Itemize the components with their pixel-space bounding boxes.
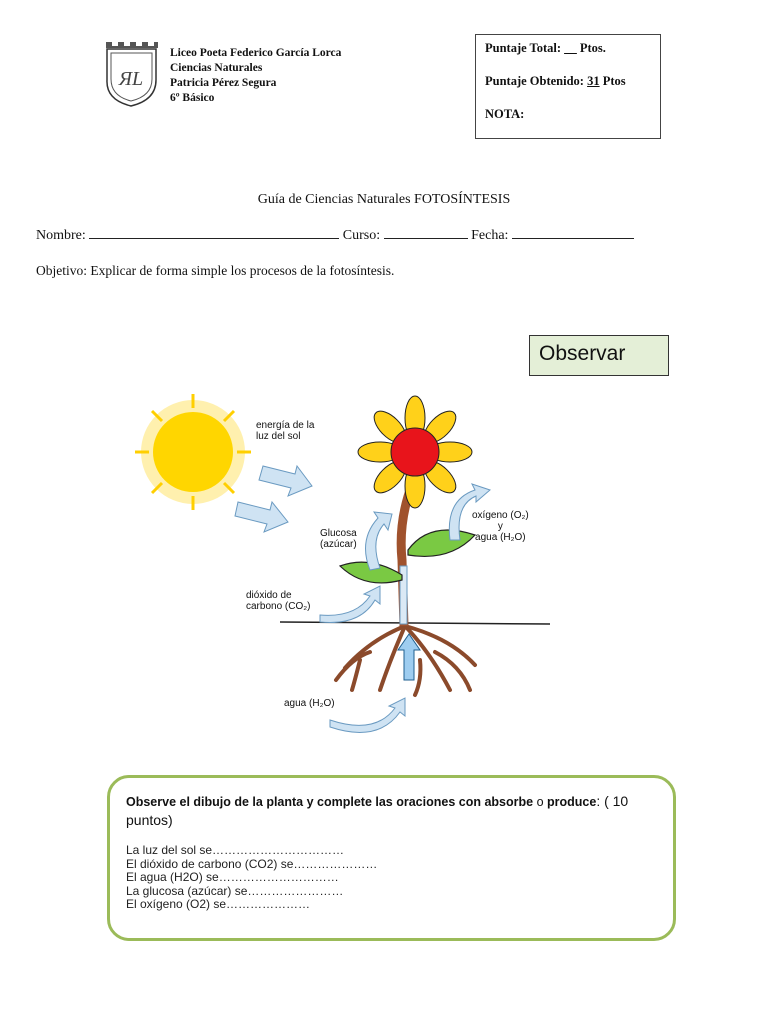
obtained-score-line bbox=[485, 74, 651, 89]
label-dioxido-line1: dióxido de bbox=[246, 590, 292, 601]
total-score-unit: Ptos. bbox=[579, 41, 606, 55]
label-oxigeno bbox=[472, 510, 529, 543]
fecha-field[interactable] bbox=[512, 226, 634, 239]
label-energia-line2: luz del sol bbox=[256, 431, 301, 442]
absorbe-word: absorbe bbox=[484, 795, 534, 809]
student-fields-row bbox=[36, 226, 634, 244]
label-energia-line1: energía de la bbox=[256, 420, 315, 431]
leaf-right-icon bbox=[408, 530, 475, 556]
label-oxigeno-line1: oxígeno (O₂) bbox=[472, 510, 529, 521]
sentence-4[interactable]: La glucosa (azúcar) se…………………… bbox=[126, 883, 344, 898]
photosynthesis-diagram bbox=[130, 390, 550, 750]
objective-text: Objetivo: Explicar de forma simple los procesos de la fotosíntesis. bbox=[36, 263, 395, 278]
grade-level: 6º Básico bbox=[170, 92, 215, 104]
total-score-line bbox=[485, 41, 651, 56]
task-instructions bbox=[126, 792, 657, 830]
plant-illustration bbox=[130, 390, 550, 750]
light-arrows-icon bbox=[235, 466, 312, 532]
nota-line bbox=[485, 107, 651, 122]
o-word: o bbox=[533, 795, 547, 809]
subject: Ciencias Naturales bbox=[170, 62, 263, 74]
nombre-label: Nombre: bbox=[36, 228, 86, 243]
label-dioxido bbox=[246, 590, 310, 612]
page-title: Guía de Ciencias Naturales FOTOSÍNTESIS bbox=[257, 192, 511, 207]
sun-icon bbox=[135, 394, 251, 510]
sentence-5[interactable]: El oxígeno (O2) se………………… bbox=[126, 897, 311, 911]
school-name: Liceo Poeta Federico García Lorca bbox=[170, 47, 342, 59]
label-energia bbox=[256, 420, 314, 442]
sentence-2[interactable]: El dióxido de carbono (CO2) se………………… bbox=[126, 856, 378, 871]
total-score-label: Puntaje Total: bbox=[485, 41, 562, 55]
task-box bbox=[107, 775, 676, 941]
obtained-score-value[interactable]: 31 bbox=[587, 74, 600, 88]
sunflower-icon bbox=[358, 396, 472, 508]
observar-label: Observar bbox=[529, 335, 669, 376]
label-glucosa-line1: Glucosa bbox=[320, 528, 357, 539]
obtained-score-label: Puntaje Obtenido: bbox=[485, 74, 584, 88]
fecha-label: Fecha: bbox=[471, 228, 509, 243]
teacher-name: Patricia Pérez Segura bbox=[170, 77, 277, 89]
nombre-field[interactable] bbox=[89, 226, 339, 239]
label-glucosa-line2: (azúcar) bbox=[320, 539, 357, 550]
school-info bbox=[170, 46, 341, 106]
produce-word: produce bbox=[547, 795, 597, 809]
svg-text:ЯL: ЯL bbox=[118, 68, 144, 90]
label-agua: agua (H₂O) bbox=[284, 698, 335, 709]
label-glucosa bbox=[320, 528, 357, 550]
instr-text: Observe el dibujo de la planta y complete las oraciones con bbox=[126, 795, 485, 809]
curso-label: Curso: bbox=[342, 228, 381, 243]
sentence-3[interactable]: El agua (H2O) se………………………… bbox=[126, 870, 339, 884]
score-box bbox=[475, 34, 661, 139]
points-text: : ( 10 puntos) bbox=[126, 793, 629, 828]
nota-label: NOTA: bbox=[485, 107, 525, 121]
school-crest-logo bbox=[102, 38, 160, 108]
curso-field[interactable] bbox=[384, 226, 468, 239]
total-score-value[interactable]: __ bbox=[564, 41, 577, 55]
label-oxigeno-line3: agua (H₂O) bbox=[475, 532, 526, 543]
sentence-1[interactable]: La luz del sol se…………………………… bbox=[126, 843, 345, 857]
obtained-score-unit: Ptos bbox=[602, 74, 626, 88]
label-dioxido-line2: carbono (CO₂) bbox=[246, 601, 311, 612]
label-oxigeno-line2: y bbox=[497, 521, 503, 532]
